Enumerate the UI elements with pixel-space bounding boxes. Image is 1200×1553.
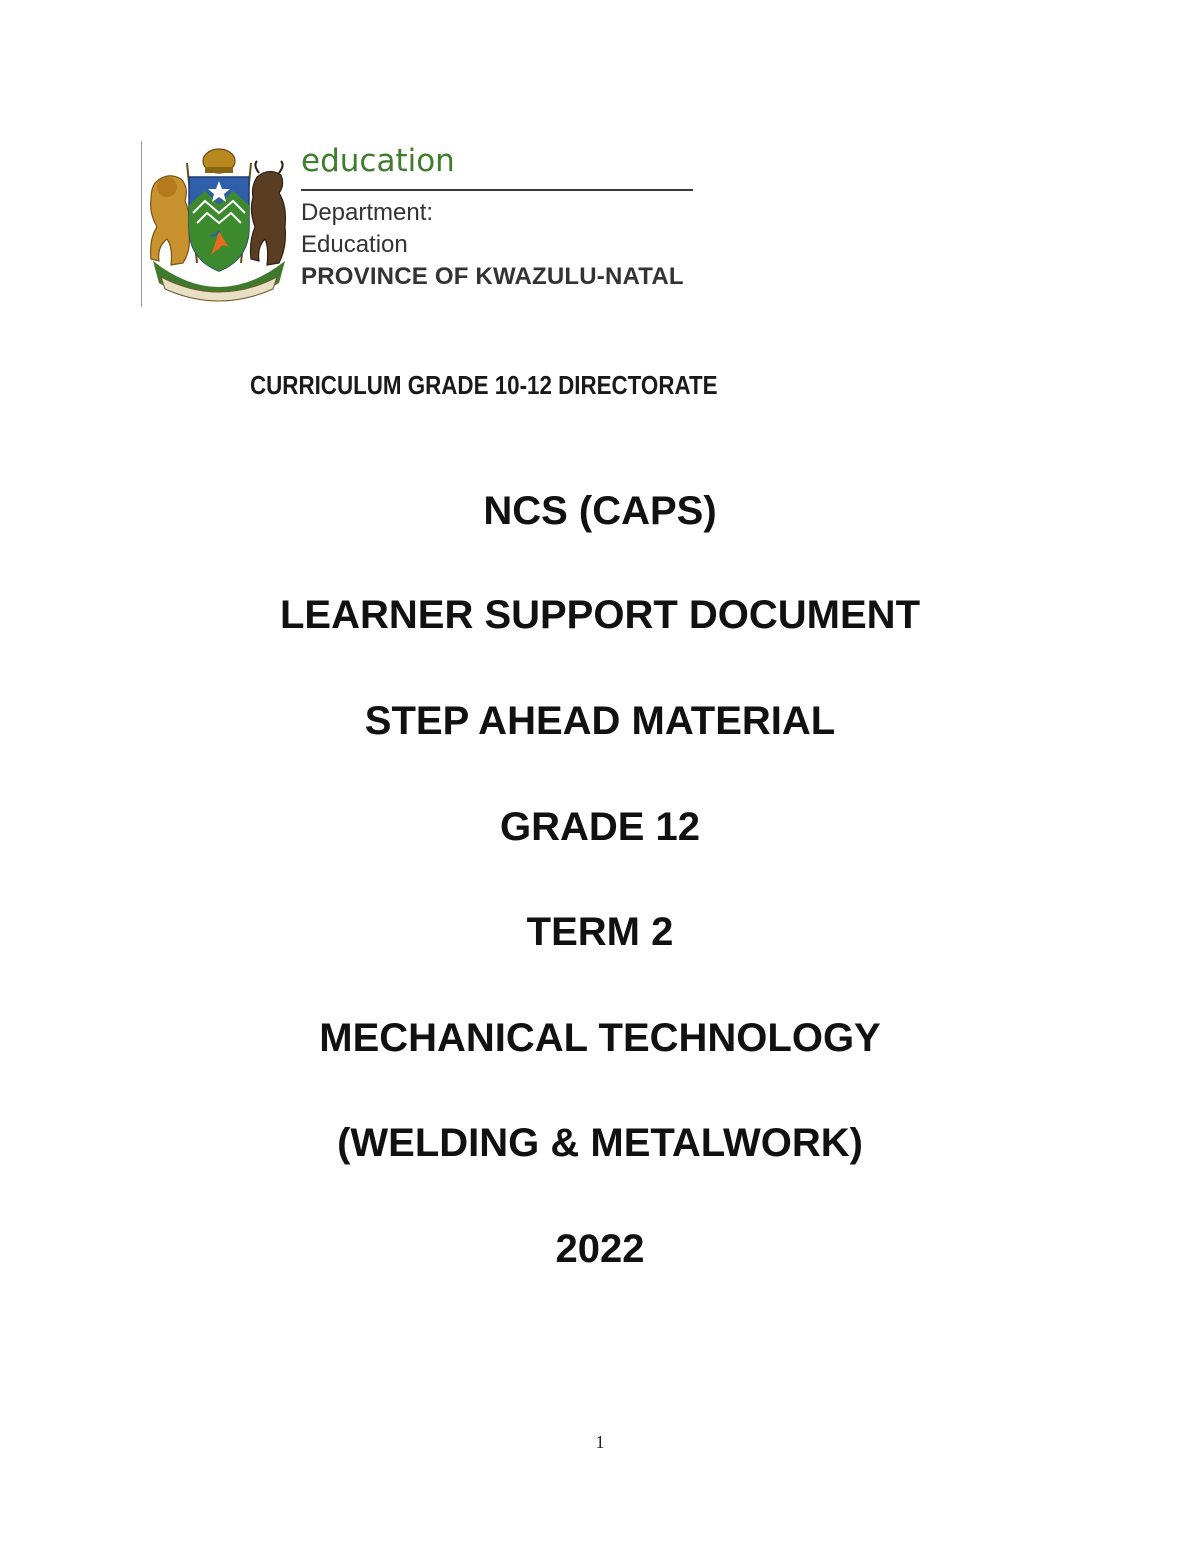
title-line-term: TERM 2 (526, 910, 674, 954)
directorate-heading: CURRICULUM GRADE 10-12 DIRECTORATE (250, 370, 718, 400)
title-line-document-type: LEARNER SUPPORT DOCUMENT (279, 593, 921, 637)
department-label: Department: (301, 199, 434, 226)
coat-of-arms-icon (145, 143, 293, 303)
title-line-year: 2022 (555, 1227, 645, 1271)
title-line-subject: MECHANICAL TECHNOLOGY (319, 1016, 881, 1060)
page-number: 1 (595, 1432, 605, 1452)
province-name: PROVINCE OF KWAZULU-NATAL (301, 263, 684, 290)
logo-divider (141, 141, 142, 307)
department-logo (141, 141, 701, 309)
title-line-specialisation: (WELDING & METALWORK) (337, 1121, 863, 1165)
education-brand-word: education (301, 143, 455, 179)
title-line-material: STEP AHEAD MATERIAL (364, 699, 836, 743)
title-line-grade: GRADE 12 (499, 805, 701, 849)
logo-text (301, 141, 701, 307)
department-name: Education (301, 231, 408, 258)
brand-underline (301, 189, 693, 191)
title-line-ncs: NCS (CAPS) (483, 489, 717, 533)
